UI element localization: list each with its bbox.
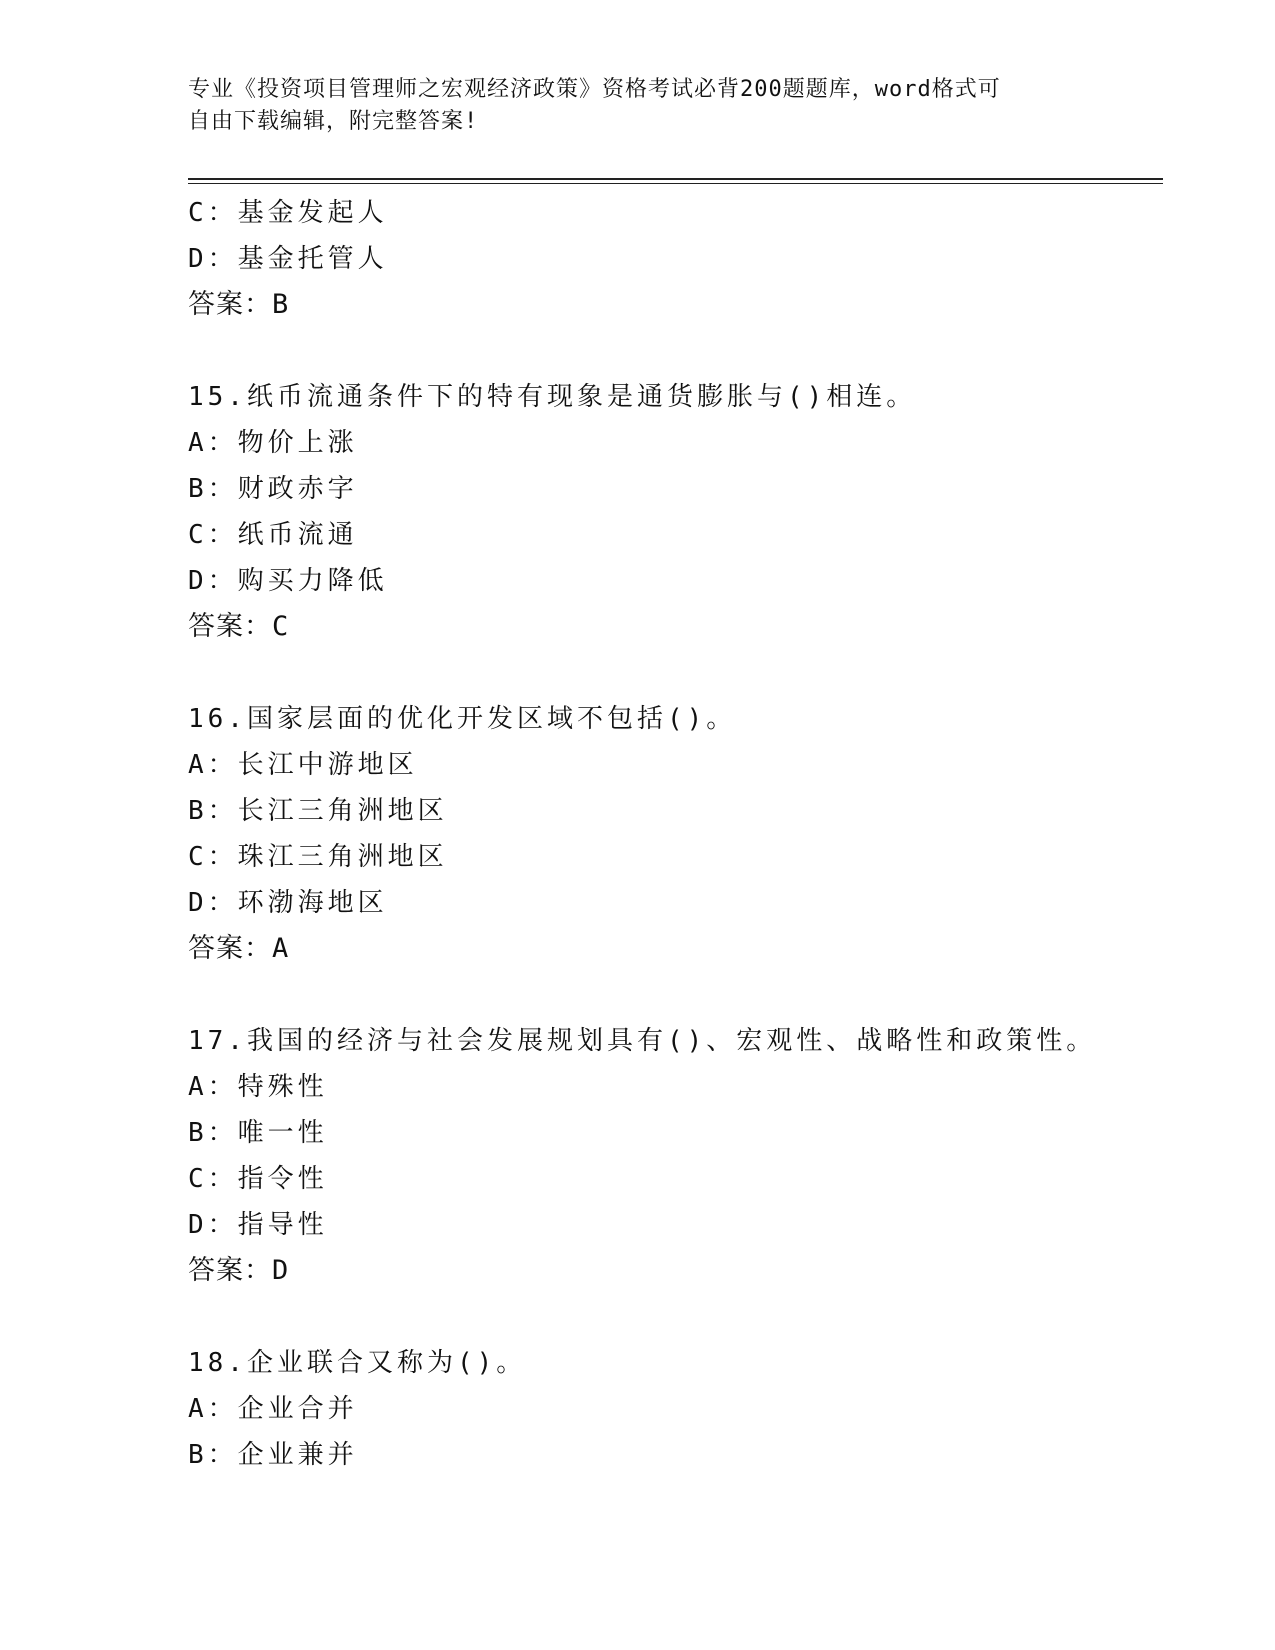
- option-d: D：指导性: [188, 1210, 328, 1240]
- question-text: 15.纸币流通条件下的特有现象是通货膨胀与()相连。: [188, 382, 917, 412]
- spacer: [188, 1294, 1163, 1340]
- header-line-2: 自由下载编辑，附完整答案!: [188, 109, 479, 134]
- question-text: 17.我国的经济与社会发展规划具有()、宏观性、战略性和政策性。: [188, 1026, 1097, 1056]
- option-a: A：长江中游地区: [188, 750, 418, 780]
- option-d: D：环渤海地区: [188, 888, 388, 918]
- header-line-1: 专业《投资项目管理师之宏观经济政策》资格考试必背200题题库，word格式可: [188, 77, 1001, 102]
- option-c: C：指令性: [188, 1164, 328, 1194]
- option-c: C：珠江三角洲地区: [188, 842, 448, 872]
- option-d: D：基金托管人: [188, 244, 388, 274]
- answer-line: 答案：B: [188, 289, 290, 320]
- option-c: C：基金发起人: [188, 198, 388, 228]
- option-c: C：纸币流通: [188, 520, 358, 550]
- option-b: B：唯一性: [188, 1118, 328, 1148]
- header-divider-thick: [188, 178, 1163, 180]
- option-b: B：长江三角洲地区: [188, 796, 448, 826]
- option-b: B：企业兼并: [188, 1440, 358, 1470]
- answer-line: 答案：D: [188, 1255, 290, 1286]
- answer-line: 答案：C: [188, 611, 290, 642]
- header-divider-thin: [188, 183, 1163, 184]
- option-a: A：特殊性: [188, 1072, 328, 1102]
- answer-line: 答案：A: [188, 933, 290, 964]
- spacer: [188, 972, 1163, 1018]
- question-text: 18.企业联合又称为()。: [188, 1348, 527, 1378]
- spacer: [188, 650, 1163, 696]
- option-b: B：财政赤字: [188, 474, 358, 504]
- option-a: A：物价上涨: [188, 428, 358, 458]
- question-list: [188, 190, 1163, 1478]
- spacer: [188, 328, 1163, 374]
- question-block-18: [188, 1340, 1163, 1478]
- option-d: D：购买力降低: [188, 566, 388, 596]
- question-block-16: [188, 696, 1163, 972]
- option-a: A：企业合并: [188, 1394, 358, 1424]
- question-block-prev: [188, 190, 1163, 328]
- question-block-17: [188, 1018, 1163, 1294]
- question-text: 16.国家层面的优化开发区域不包括()。: [188, 704, 737, 734]
- question-block-15: [188, 374, 1163, 650]
- document-header: [188, 74, 1088, 138]
